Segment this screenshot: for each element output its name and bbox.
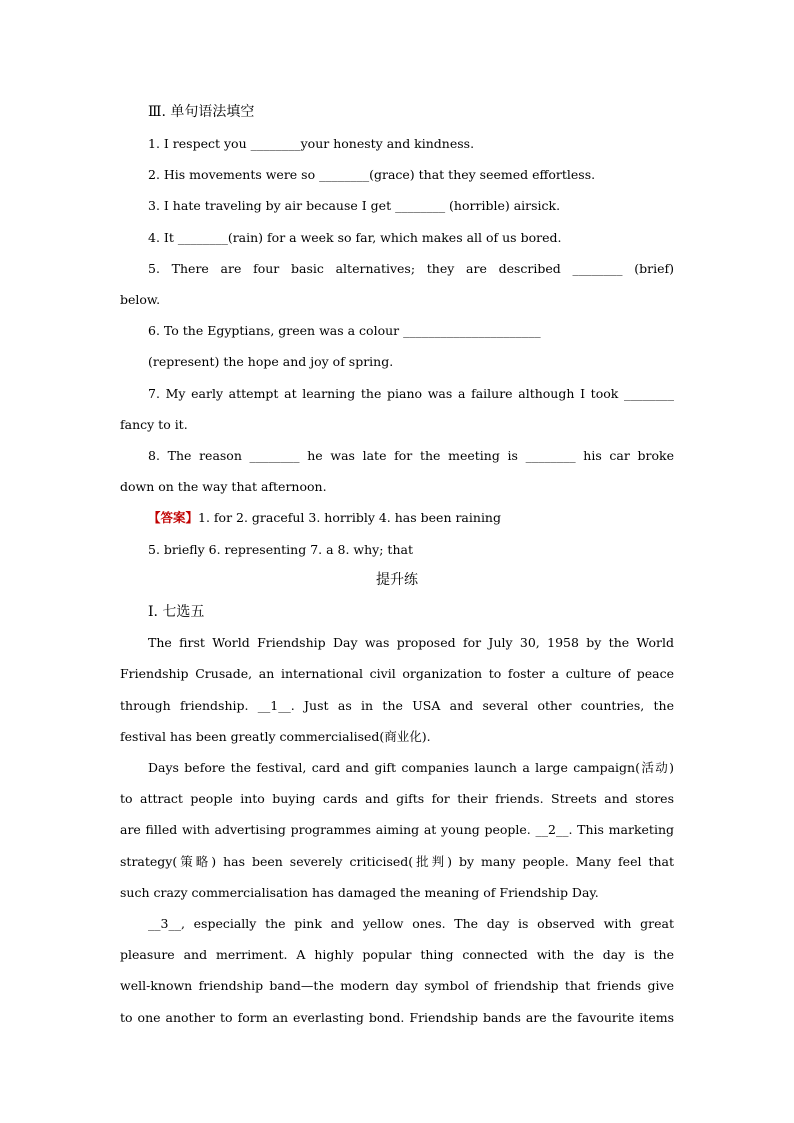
passage-line-10: __3__, especially the pink and yellow ones. The day is observed with great [148,916,674,931]
answer-tag: 【答案】 [148,510,199,525]
answer-line-2: 5. briefly 6. representing 7. a 8. why; that [148,542,413,557]
passage-line-2: Friendship Crusade, an international civil organization to foster a culture of peace [120,666,674,681]
section-heading: Ⅲ. 单句语法填空 [148,104,255,120]
question-7: 7. My early attempt at learning the piano was a failure although I took ________ [148,386,674,401]
passage-line-9: such crazy commercialisation has damaged the meaning of Friendship Day. [120,885,599,900]
passage-line-5: Days before the festival, card and gift companies launch a large campaign(活动) [148,760,674,775]
question-2: 2. His movements were so ________(grace) that they seemed effortless. [148,167,596,182]
answer-text-1: 1. for 2. graceful 3. horribly 4. has been raining [198,510,501,525]
passage-line-3: through friendship. __1__. Just as in the USA and several other countries, the [120,698,674,713]
practice-title: 提升练 [376,572,418,588]
question-6: 6. To the Egyptians, green was a colour ______________________ [148,323,541,338]
question-1: 1. I respect you ________your honesty and kindness. [148,136,475,151]
question-6-continued: (represent) the hope and joy of spring. [148,354,394,369]
passage-line-4: festival has been greatly commercialised(商业化). [120,729,431,744]
question-8-continued: down on the way that afternoon. [120,479,327,494]
passage-line-11: pleasure and merriment. A highly popular thing connected with the day is the [120,947,674,962]
passage-line-1: The first World Friendship Day was proposed for July 30, 1958 by the World [148,635,674,650]
passage-line-6: to attract people into buying cards and gifts for their friends. Streets and stores [120,791,674,806]
question-5: 5. There are four basic alternatives; they are described ________ (brief) [148,261,674,276]
passage-line-12: well-known friendship band—the modern day symbol of friendship that friends give [120,978,674,993]
sub-heading: Ⅰ. 七选五 [148,604,205,620]
question-4: 4. It ________(rain) for a week so far, which makes all of us bored. [148,230,562,245]
passage-line-8: strategy(策略) has been severely criticised(批判) by many people. Many feel that [120,854,674,869]
question-5-continued: below. [120,292,161,307]
question-7-continued: fancy to it. [120,417,188,432]
question-8: 8. The reason ________ he was late for the meeting is ________ his car broke [148,448,674,463]
passage-line-7: are filled with advertising programmes aiming at young people. __2__. This marketing [120,822,674,837]
passage-line-13: to one another to form an everlasting bond. Friendship bands are the favourite items [120,1010,674,1025]
answer-line-1 [148,510,674,526]
question-3: 3. I hate traveling by air because I get ________ (horrible) airsick. [148,198,561,213]
